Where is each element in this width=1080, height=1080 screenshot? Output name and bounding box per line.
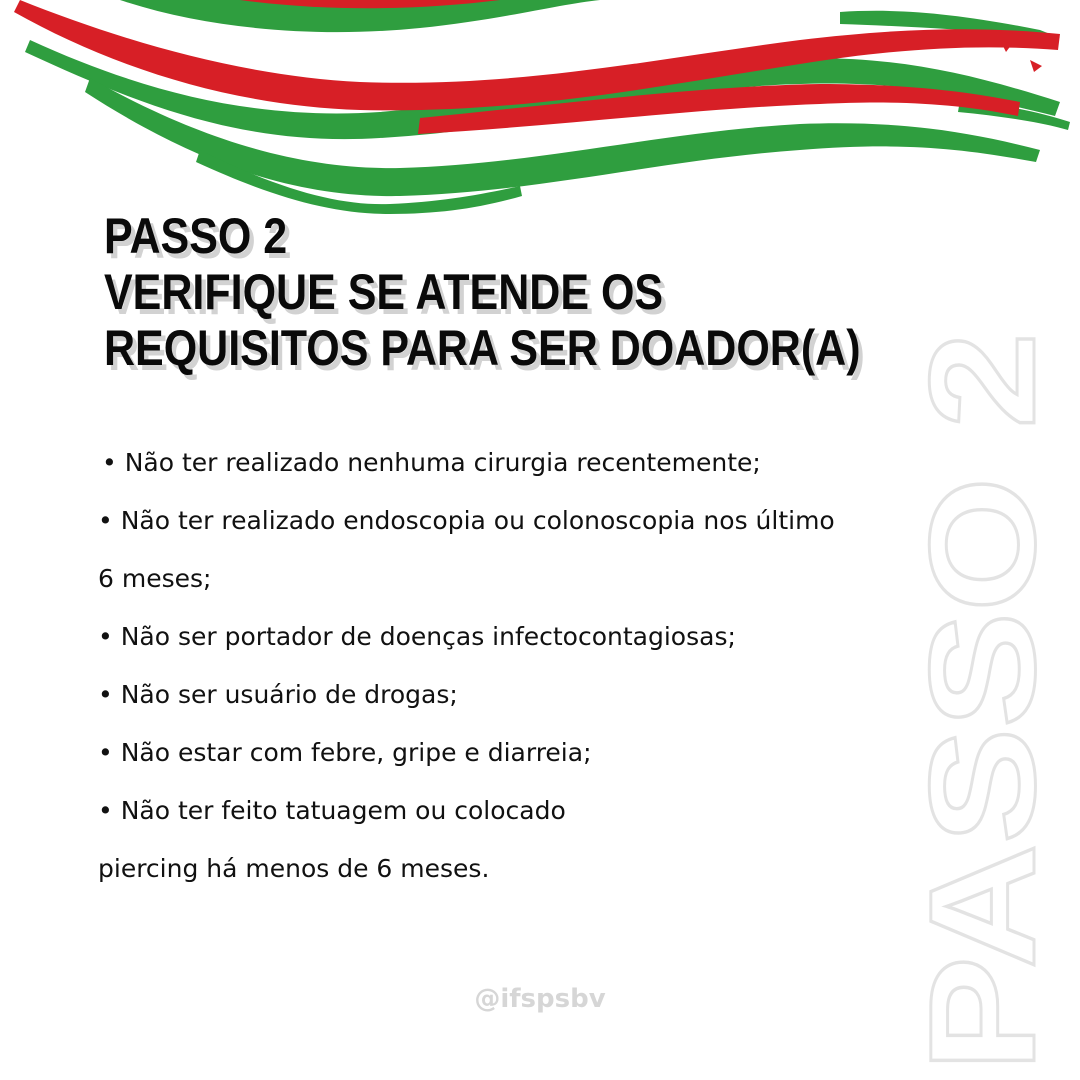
requirement-item: • Não ser portador de doenças infectocontagiosas; bbox=[98, 622, 736, 651]
requirement-item: • Não ter realizado endoscopia ou colonoscopia nos último bbox=[98, 506, 835, 535]
requirements-list bbox=[98, 434, 978, 898]
page-title bbox=[104, 208, 878, 376]
watermark-text: PASSO 2 bbox=[898, 432, 1066, 1072]
requirement-item: • Não ser usuário de drogas; bbox=[98, 680, 458, 709]
title-line-2: VERIFIQUE SE ATENDE OS bbox=[104, 264, 664, 320]
vertical-watermark bbox=[898, 320, 1066, 1080]
title-step: PASSO 2 bbox=[104, 208, 288, 264]
requirement-item-continuation: 6 meses; bbox=[98, 564, 212, 593]
flag-brush-strokes bbox=[0, 0, 1080, 220]
requirement-item: • Não ter feito tatuagem ou colocado bbox=[98, 796, 566, 825]
social-handle: @ifspsbv bbox=[474, 984, 606, 1014]
requirement-item: • Não ter realizado nenhuma cirurgia recentemente; bbox=[102, 448, 761, 477]
title-line-3: REQUISITOS PARA SER DOADOR(A) bbox=[104, 320, 861, 376]
requirement-item: • Não estar com febre, gripe e diarreia; bbox=[98, 738, 592, 767]
requirement-item-continuation: piercing há menos de 6 meses. bbox=[98, 854, 490, 883]
